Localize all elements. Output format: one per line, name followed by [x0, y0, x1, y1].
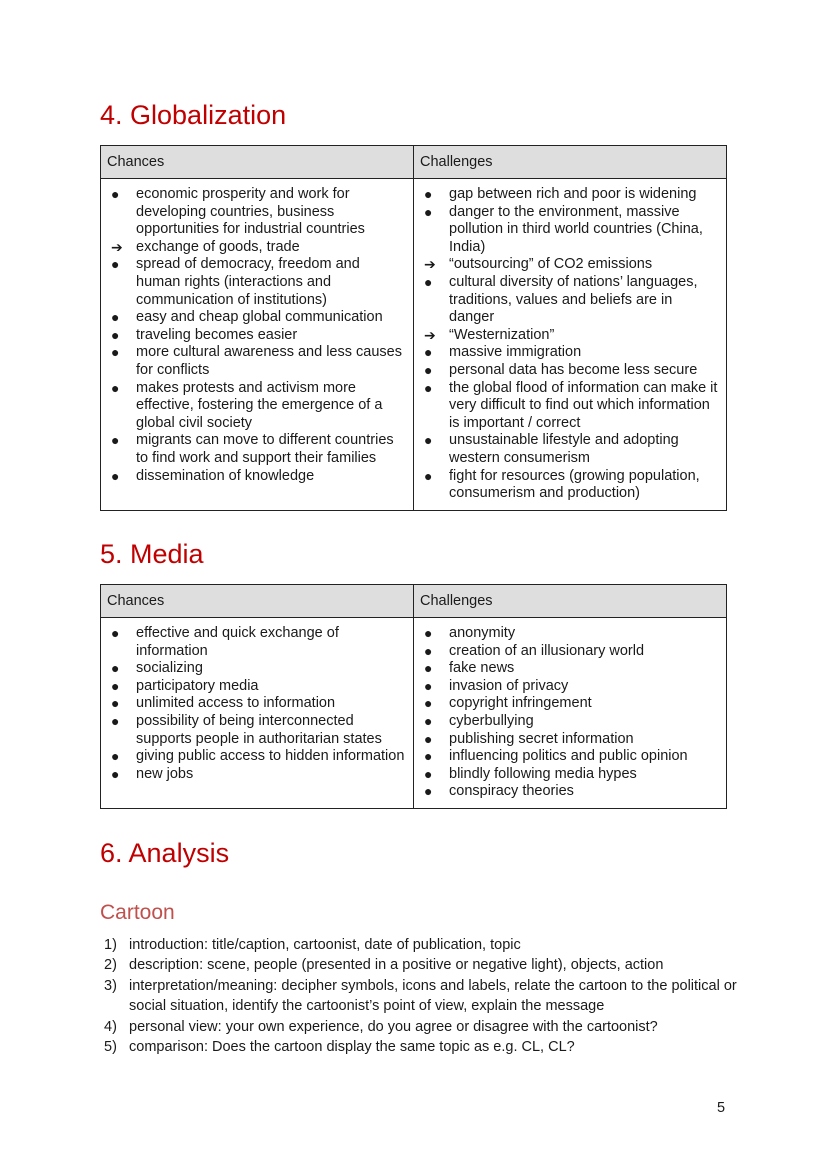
- list-item-text: invasion of privacy: [449, 677, 569, 694]
- list-item: [420, 695, 720, 713]
- list-item-text: conspiracy theories: [449, 783, 574, 800]
- list-item-text: new jobs: [136, 765, 194, 782]
- bullet-icon: ●: [424, 361, 433, 378]
- list-item-text: giving public access to hidden information: [136, 748, 405, 765]
- list-item-text: dissemination of knowledge: [136, 467, 315, 484]
- subsection-title-cartoon: Cartoon: [100, 901, 175, 924]
- bullet-icon: ●: [111, 379, 120, 396]
- step-text: comparison: Does the cartoon display the same topic as e.g. CL, CL?: [129, 1039, 575, 1056]
- globalization-chances-header: Chances: [101, 146, 414, 179]
- list-item-text: exchange of goods, trade: [136, 238, 300, 255]
- list-item-text: makes protests and activism more effective, fostering the emergence of a global civil society: [136, 379, 383, 431]
- list-item: [107, 695, 407, 713]
- bullet-icon: ●: [424, 642, 433, 659]
- section-title-globalization: 4. Globalization: [100, 100, 287, 130]
- bullet-icon: ●: [424, 467, 433, 484]
- list-item: [107, 256, 407, 309]
- bullet-icon: ●: [424, 273, 433, 290]
- bullet-icon: ●: [111, 467, 120, 484]
- list-item: [107, 625, 407, 660]
- bullet-icon: ●: [111, 712, 120, 729]
- list-item-text: fake news: [449, 660, 515, 677]
- list-item-text: effective and quick exchange of information: [136, 625, 339, 659]
- list-item-text: unsustainable lifestyle and adopting western consumerism: [449, 432, 679, 466]
- step-text: interpretation/meaning: decipher symbols, icons and labels, relate the cartoon to the political or social situation, identify the cartoonist’s point of view, explain the message: [129, 977, 737, 1015]
- list-item-text: blindly following media hypes: [449, 765, 637, 782]
- step-text: description: scene, people (presented in a positive or negative light), objects, action: [129, 957, 664, 974]
- list-item-text: traveling becomes easier: [136, 326, 298, 343]
- list-item: [420, 748, 720, 766]
- list-item-text: easy and cheap global communication: [136, 309, 383, 326]
- list-item: [420, 186, 720, 204]
- list-item: [420, 713, 720, 731]
- list-item: [420, 625, 720, 643]
- list-item-text: personal data has become less secure: [449, 361, 698, 378]
- bullet-icon: ●: [424, 344, 433, 361]
- bullet-icon: ●: [111, 660, 120, 677]
- bullet-icon: ●: [111, 677, 120, 694]
- step-item: [100, 955, 740, 975]
- globalization-challenges-header: Challenges: [414, 146, 727, 179]
- list-item-text: creation of an illusionary world: [449, 642, 645, 659]
- list-item: [420, 643, 720, 661]
- list-item: [107, 748, 407, 766]
- media-challenges-cell: [414, 618, 727, 809]
- list-item: [420, 362, 720, 380]
- step-item: [100, 1037, 740, 1057]
- bullet-icon: ●: [111, 748, 120, 765]
- bullet-icon: ●: [424, 379, 433, 396]
- list-item: [420, 783, 720, 801]
- list-item-text: “outsourcing” of CO2 emissions: [449, 256, 653, 273]
- bullet-icon: ●: [111, 432, 120, 449]
- list-item: [107, 713, 407, 748]
- bullet-icon: ●: [424, 660, 433, 677]
- list-item-text: publishing secret information: [449, 730, 634, 747]
- bullet-icon: ●: [111, 256, 120, 273]
- step-item: [100, 935, 740, 955]
- bullet-icon: ●: [111, 326, 120, 343]
- step-number: 4): [104, 1018, 117, 1035]
- list-item-text: fight for resources (growing population, consumerism and production): [449, 467, 700, 502]
- step-number: 5): [104, 1039, 117, 1056]
- bullet-icon: ●: [424, 432, 433, 449]
- media-chances-list: [107, 625, 407, 783]
- bullet-icon: ●: [424, 677, 433, 694]
- list-item-text: socializing: [136, 660, 203, 677]
- bullet-icon: ●: [424, 625, 433, 641]
- list-item: [107, 327, 407, 345]
- globalization-challenges-list: [420, 186, 720, 503]
- list-item-text: migrants can move to different countries to find work and support their families: [136, 432, 394, 466]
- step-number: 2): [104, 957, 117, 974]
- bullet-icon: ●: [111, 186, 120, 202]
- list-item: [107, 660, 407, 678]
- list-item: [107, 766, 407, 784]
- media-table: [100, 584, 727, 809]
- list-item: [107, 309, 407, 327]
- page-number: 5: [717, 1100, 726, 1116]
- bullet-icon: ●: [424, 695, 433, 712]
- globalization-table: [100, 145, 727, 511]
- bullet-icon: ●: [424, 765, 433, 782]
- bullet-icon: ●: [424, 186, 433, 202]
- list-item-text: “Westernization”: [449, 326, 555, 343]
- arrow-bullet-icon: ➔: [424, 326, 436, 343]
- step-number: 3): [104, 977, 117, 994]
- list-item-text: economic prosperity and work for developing countries, business opportunities for industrial countries: [136, 186, 365, 238]
- list-item-text: anonymity: [449, 625, 516, 641]
- list-item: [420, 380, 720, 433]
- list-item: [420, 678, 720, 696]
- media-chances-cell: [101, 618, 414, 809]
- list-item: [107, 380, 407, 433]
- bullet-icon: ●: [111, 625, 120, 641]
- list-item: [107, 432, 407, 467]
- section-title-media: 5. Media: [100, 539, 204, 569]
- list-item-text: massive immigration: [449, 344, 582, 361]
- step-item: [100, 976, 740, 1017]
- list-item-text: possibility of being interconnected supports people in authoritarian states: [136, 712, 382, 747]
- bullet-icon: ●: [424, 748, 433, 765]
- section-title-analysis: 6. Analysis: [100, 838, 230, 868]
- list-item: [420, 256, 720, 274]
- media-chances-header: Chances: [101, 585, 414, 618]
- list-item-text: unlimited access to information: [136, 695, 336, 712]
- list-item-text: gap between rich and poor is widening: [449, 186, 697, 202]
- list-item: [420, 731, 720, 749]
- step-item: [100, 1017, 740, 1037]
- arrow-bullet-icon: ➔: [424, 256, 436, 273]
- list-item: [420, 274, 720, 327]
- list-item-text: copyright infringement: [449, 695, 592, 712]
- list-item: [420, 660, 720, 678]
- list-item: [420, 344, 720, 362]
- bullet-icon: ●: [424, 730, 433, 747]
- list-item-text: spread of democracy, freedom and human rights (interactions and communication of institutions): [136, 256, 360, 308]
- list-item: [420, 204, 720, 257]
- list-item: [420, 766, 720, 784]
- list-item-text: danger to the environment, massive pollution in third world countries (China, India): [449, 203, 703, 255]
- globalization-chances-list: [107, 186, 407, 485]
- list-item-text: more cultural awareness and less causes for conflicts: [136, 344, 402, 378]
- list-item: [420, 432, 720, 467]
- arrow-bullet-icon: ➔: [111, 238, 123, 255]
- list-item-text: participatory media: [136, 677, 259, 694]
- globalization-chances-cell: [101, 179, 414, 511]
- bullet-icon: ●: [424, 783, 433, 800]
- bullet-icon: ●: [424, 203, 433, 220]
- list-item-text: the global flood of information can make it very difficult to find out which information is important / correct: [449, 379, 718, 431]
- list-item: [107, 468, 407, 486]
- list-item-text: cultural diversity of nations’ languages, traditions, values and beliefs are in danger: [449, 273, 698, 326]
- step-text: personal view: your own experience, do you agree or disagree with the cartoonist?: [129, 1018, 658, 1035]
- bullet-icon: ●: [111, 765, 120, 782]
- bullet-icon: ●: [111, 344, 120, 361]
- bullet-icon: ●: [111, 695, 120, 712]
- list-item: [420, 468, 720, 503]
- list-item: [107, 239, 407, 257]
- globalization-challenges-cell: [414, 179, 727, 511]
- list-item: [107, 186, 407, 239]
- cartoon-analysis-steps: [100, 935, 740, 1057]
- bullet-icon: ●: [111, 309, 120, 326]
- step-number: 1): [104, 937, 117, 953]
- media-challenges-header: Challenges: [414, 585, 727, 618]
- list-item-text: cyberbullying: [449, 712, 534, 729]
- list-item-text: influencing politics and public opinion: [449, 748, 688, 765]
- media-challenges-list: [420, 625, 720, 801]
- list-item: [107, 344, 407, 379]
- step-text: introduction: title/caption, cartoonist, date of publication, topic: [129, 937, 521, 953]
- list-item: [420, 327, 720, 345]
- list-item: [107, 678, 407, 696]
- bullet-icon: ●: [424, 712, 433, 729]
